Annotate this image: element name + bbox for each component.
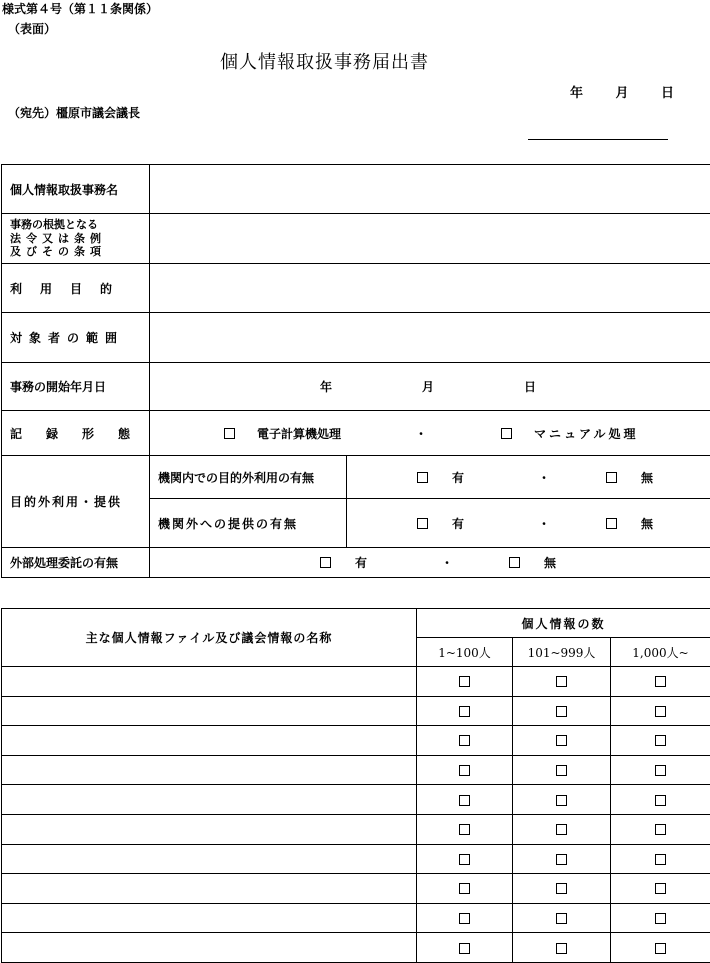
range-cell (417, 726, 513, 756)
range-checkbox[interactable] (655, 913, 666, 924)
range-cell (513, 903, 611, 933)
label-purpose: 利用目的 (2, 264, 150, 313)
range-checkbox[interactable] (655, 765, 666, 776)
range-checkbox[interactable] (655, 706, 666, 717)
range-checkbox[interactable] (459, 913, 470, 924)
file-name-cell[interactable] (2, 785, 417, 815)
file-name-cell[interactable] (2, 874, 417, 904)
file-name-cell[interactable] (2, 726, 417, 756)
range-cell (611, 726, 710, 756)
personal-info-files-table (1, 608, 710, 963)
range-checkbox[interactable] (655, 943, 666, 954)
record-form-options (150, 411, 710, 456)
internal-no-checkbox[interactable] (606, 472, 617, 483)
label-legal-basis-line2: 法令又は条例 (10, 232, 149, 246)
range-checkbox[interactable] (556, 735, 567, 746)
outsourcing-no-label: 無 (544, 554, 556, 571)
table-row (2, 785, 710, 815)
year-label: 年 (320, 378, 332, 395)
outsourcing-yes-label: 有 (355, 554, 367, 571)
range-checkbox[interactable] (459, 824, 470, 835)
range-cell (611, 903, 710, 933)
range-cell (417, 755, 513, 785)
label-legal-basis-line1: 事務の根拠となる (10, 218, 149, 232)
table-row (2, 755, 710, 785)
label-office-name: 個人情報取扱事務名 (2, 165, 150, 214)
label-legal-basis (2, 214, 150, 264)
outsourcing-separator: ・ (441, 554, 453, 571)
external-no-checkbox[interactable] (606, 518, 617, 529)
range-cell (417, 785, 513, 815)
file-name-cell[interactable] (2, 844, 417, 874)
range-cell (417, 814, 513, 844)
range-checkbox[interactable] (655, 735, 666, 746)
range-cell (611, 874, 710, 904)
manual-checkbox[interactable] (501, 428, 512, 439)
label-internal-use: 機関内での目的外利用の有無 (150, 456, 347, 499)
external-provision-options (347, 499, 710, 548)
label-scope: 対象者の範囲 (2, 313, 150, 363)
page-title: 個人情報取扱事務届出書 (220, 48, 429, 74)
range-header-3: 1,000人~ (611, 638, 710, 667)
range-cell (513, 696, 611, 726)
range-cell (611, 667, 710, 697)
range-checkbox[interactable] (655, 854, 666, 865)
range-cell (417, 933, 513, 963)
count-header: 個人情報の数 (417, 609, 710, 638)
range-cell (611, 755, 710, 785)
internal-yes-checkbox[interactable] (417, 472, 428, 483)
start-date-field[interactable] (150, 363, 710, 411)
table-row (2, 696, 710, 726)
range-checkbox[interactable] (655, 795, 666, 806)
label-external-provision: 機関外への提供の有無 (150, 499, 347, 548)
file-name-cell[interactable] (2, 667, 417, 697)
month-label: 月 (422, 378, 434, 395)
table-row (2, 844, 710, 874)
table-row (2, 667, 710, 697)
file-name-cell[interactable] (2, 696, 417, 726)
range-checkbox[interactable] (655, 824, 666, 835)
range-header-1: 1~100人 (417, 638, 513, 667)
form-number: 様式第４号（第１１条関係） (2, 0, 158, 17)
outsourcing-no-checkbox[interactable] (509, 557, 520, 568)
range-checkbox[interactable] (459, 854, 470, 865)
range-cell (611, 696, 710, 726)
day-label: 日 (524, 378, 536, 395)
label-extra-use: 目的外利用・提供 (2, 456, 150, 548)
range-cell (611, 933, 710, 963)
file-name-header: 主な個人情報ファイル及び議会情報の名称 (2, 609, 417, 667)
internal-separator: ・ (538, 469, 550, 486)
label-record-form: 記録形態 (2, 411, 150, 456)
internal-use-options (347, 456, 710, 499)
label-legal-basis-line3: 及びその条項 (10, 245, 149, 259)
range-checkbox[interactable] (459, 735, 470, 746)
separator: ・ (415, 425, 427, 442)
range-checkbox[interactable] (655, 883, 666, 894)
range-cell (417, 874, 513, 904)
internal-no-label: 無 (641, 469, 653, 486)
range-checkbox[interactable] (655, 676, 666, 687)
external-no-label: 無 (641, 515, 653, 532)
outsourcing-yes-checkbox[interactable] (320, 557, 331, 568)
external-yes-checkbox[interactable] (417, 518, 428, 529)
external-yes-label: 有 (452, 515, 464, 532)
file-name-cell[interactable] (2, 814, 417, 844)
scope-field[interactable] (150, 313, 710, 363)
purpose-field[interactable] (150, 264, 710, 313)
range-checkbox[interactable] (556, 765, 567, 776)
range-cell (417, 903, 513, 933)
range-cell (417, 844, 513, 874)
application-form (1, 164, 710, 578)
label-outsourcing: 外部処理委託の有無 (2, 548, 150, 578)
label-start-date: 事務の開始年月日 (2, 363, 150, 411)
table-row (2, 874, 710, 904)
outsourcing-options (150, 548, 710, 578)
range-cell (513, 667, 611, 697)
table-row (2, 726, 710, 756)
range-checkbox[interactable] (459, 943, 470, 954)
signature-line[interactable] (528, 139, 668, 140)
table-row (2, 814, 710, 844)
range-cell (513, 874, 611, 904)
range-cell (513, 844, 611, 874)
side-label: （表面） (8, 20, 56, 37)
range-cell (513, 785, 611, 815)
range-checkbox[interactable] (556, 883, 567, 894)
range-header-2: 101~999人 (513, 638, 611, 667)
file-name-cell[interactable] (2, 903, 417, 933)
electronic-label: 電子計算機処理 (257, 425, 341, 442)
file-name-cell[interactable] (2, 755, 417, 785)
range-checkbox[interactable] (459, 676, 470, 687)
range-checkbox[interactable] (556, 913, 567, 924)
legal-basis-field[interactable] (150, 214, 710, 264)
range-cell (513, 726, 611, 756)
range-cell (513, 814, 611, 844)
addressee: （宛先）橿原市議会議長 (8, 104, 140, 121)
range-checkbox[interactable] (556, 943, 567, 954)
internal-yes-label: 有 (452, 469, 464, 486)
range-checkbox[interactable] (556, 795, 567, 806)
range-cell (611, 844, 710, 874)
manual-label: マニュアル処理 (534, 425, 639, 442)
range-checkbox[interactable] (556, 824, 567, 835)
range-cell (611, 814, 710, 844)
date-label: 年 月 日 (570, 82, 674, 101)
range-cell (417, 667, 513, 697)
range-cell (513, 933, 611, 963)
range-checkbox[interactable] (556, 854, 567, 865)
table-row (2, 933, 710, 963)
range-checkbox[interactable] (556, 706, 567, 717)
office-name-field[interactable] (150, 165, 710, 214)
range-checkbox[interactable] (459, 765, 470, 776)
external-separator: ・ (538, 515, 550, 532)
electronic-checkbox[interactable] (224, 428, 235, 439)
range-checkbox[interactable] (459, 706, 470, 717)
file-name-cell[interactable] (2, 933, 417, 963)
range-checkbox[interactable] (459, 883, 470, 894)
range-checkbox[interactable] (459, 795, 470, 806)
range-cell (417, 696, 513, 726)
range-cell (513, 755, 611, 785)
table-row (2, 903, 710, 933)
range-cell (611, 785, 710, 815)
range-checkbox[interactable] (556, 676, 567, 687)
